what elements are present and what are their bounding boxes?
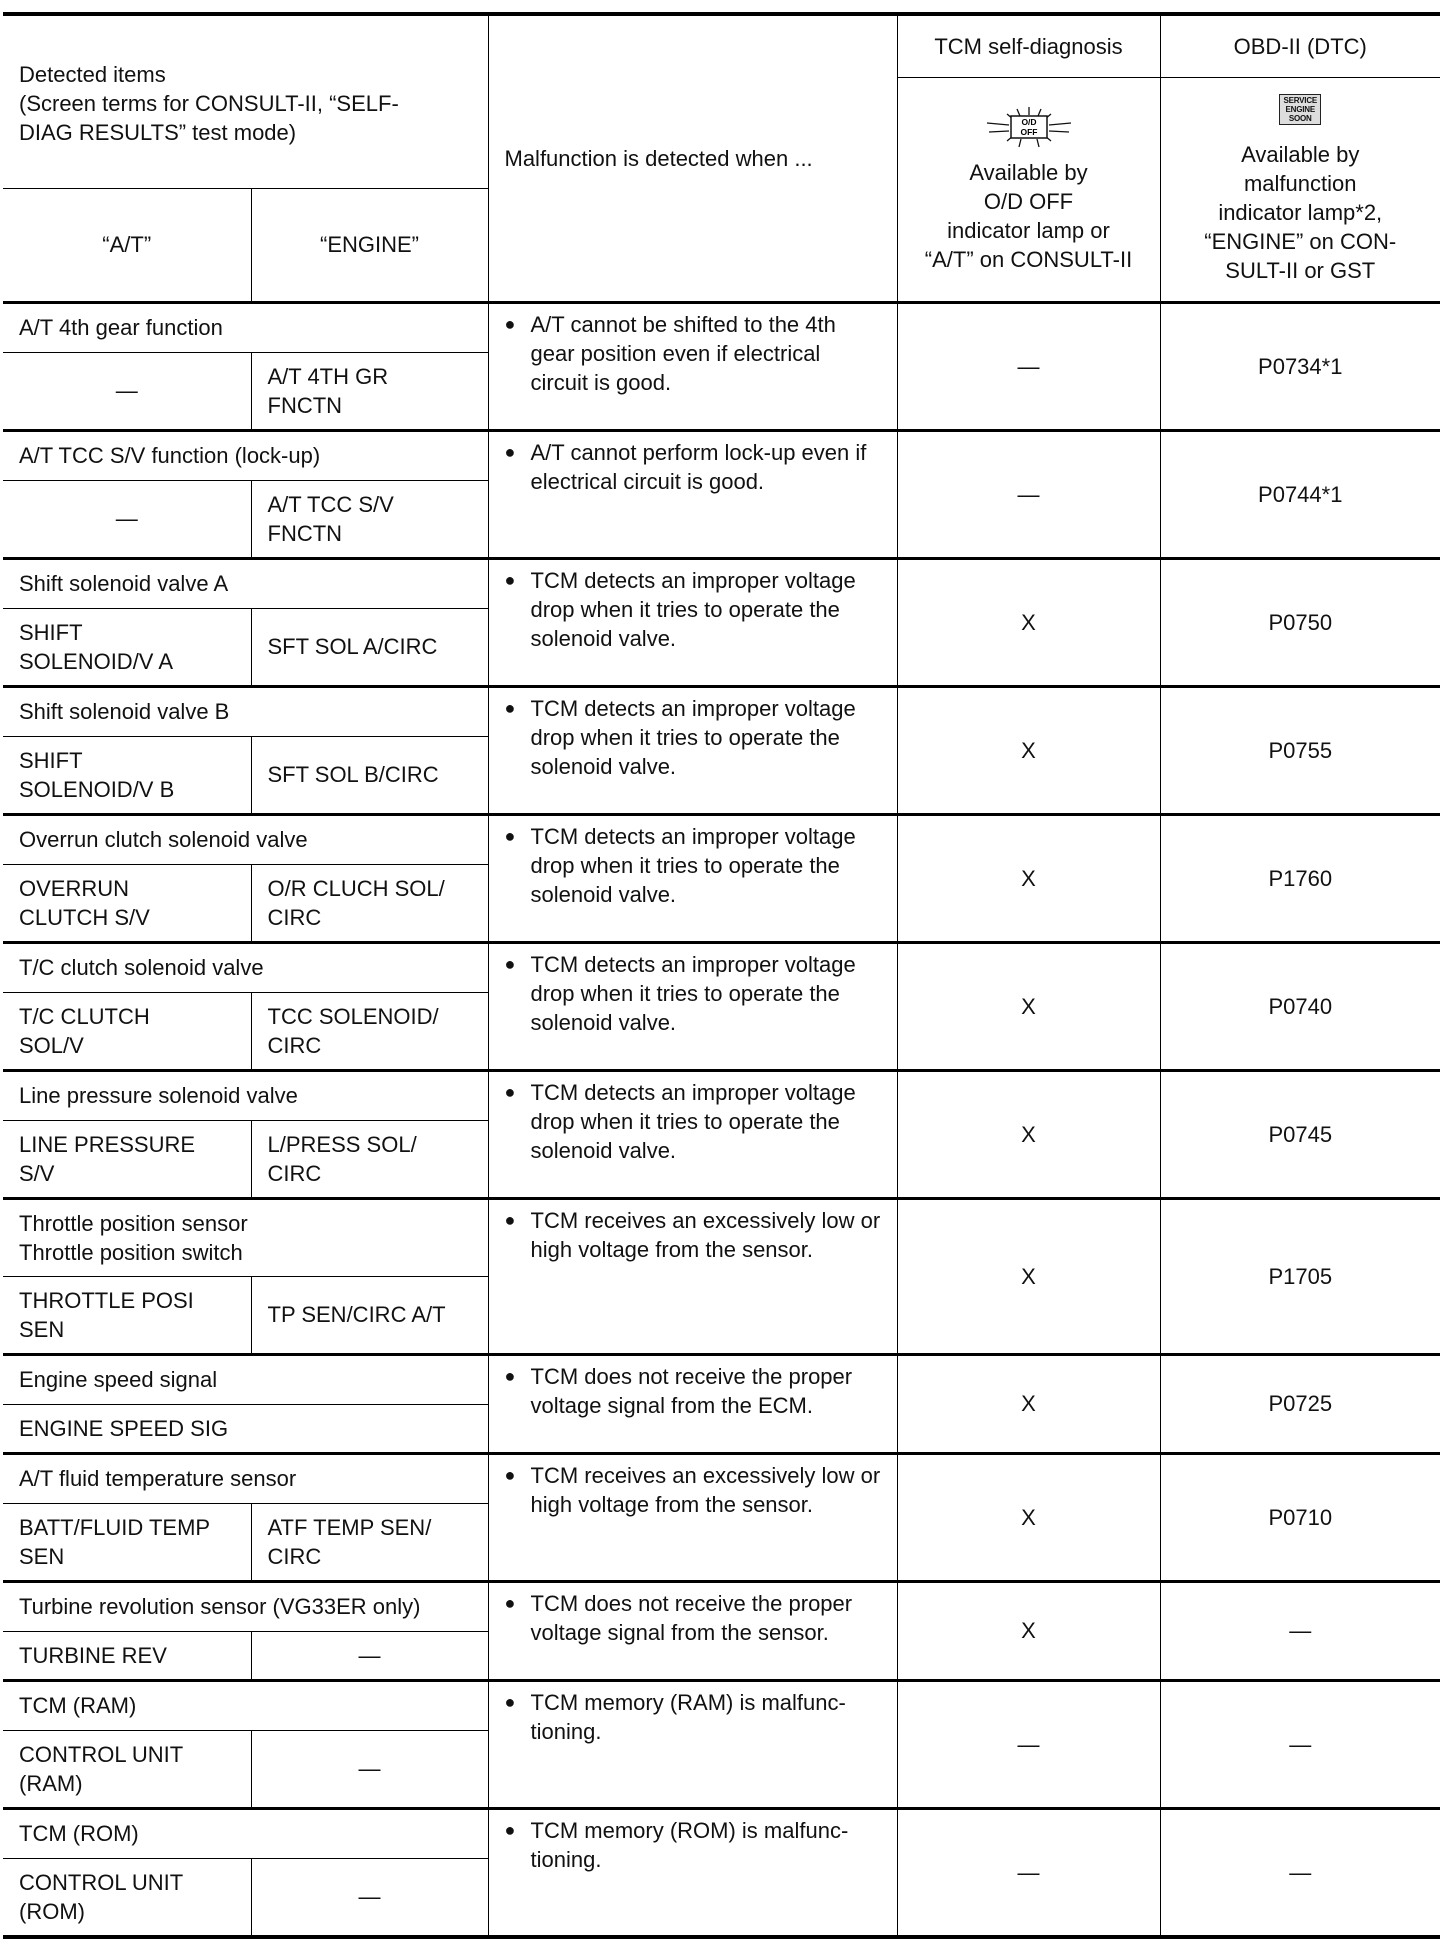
self-diagnosis-table: [3, 12, 1440, 1939]
engine-screen-term: SFT SOL B/CIRC: [251, 736, 488, 814]
diagnosis-group: [3, 1070, 1440, 1198]
malfunction-bullet: [505, 566, 881, 653]
malfunction-text: TCM memory (RAM) is malfunc- tioning.: [530, 1689, 846, 1744]
obd-dtc-code: P0750: [1160, 558, 1440, 686]
malfunction-bullet: [505, 1688, 881, 1746]
detected-item-name: Turbine revolution sensor (VG33ER only): [3, 1581, 488, 1631]
engine-screen-term: TP SEN/CIRC A/T: [251, 1276, 488, 1354]
malfunction-condition: [488, 1581, 897, 1680]
malfunction-condition: [488, 686, 897, 814]
at-screen-term: T/C CLUTCH SOL/V: [3, 992, 251, 1070]
diagnosis-group: [3, 1453, 1440, 1581]
malfunction-text: TCM does not receive the proper voltage signal from the ECM.: [530, 1363, 853, 1418]
bullet-icon: ●: [504, 1691, 516, 1712]
at-screen-term: CONTROL UNIT (RAM): [3, 1730, 251, 1808]
engine-screen-term: SFT SOL A/CIRC: [251, 608, 488, 686]
malfunction-header: Malfunction is detected when ...: [488, 14, 897, 302]
obd-availability-text: Available by malfunction indicator lamp*2, “ENGINE” on CON- SULT-II or GST: [1204, 141, 1397, 283]
diagnosis-group: [3, 1808, 1440, 1937]
malfunction-bullet: [505, 1461, 881, 1519]
malfunction-condition: [488, 558, 897, 686]
table-row: [3, 430, 1440, 480]
bullet-icon: ●: [504, 569, 516, 590]
table-row: [3, 1354, 1440, 1404]
malfunction-condition: [488, 1354, 897, 1453]
malfunction-text: TCM does not receive the proper voltage signal from the sensor.: [530, 1590, 853, 1645]
table-row: [3, 558, 1440, 608]
malfunction-bullet: [505, 694, 881, 781]
diagnosis-group: [3, 1354, 1440, 1453]
malfunction-bullet: [505, 1589, 881, 1647]
tcm-self-diagnosis-value: —: [897, 1808, 1160, 1937]
diagnosis-group: [3, 1680, 1440, 1808]
tcm-availability-cell: [897, 77, 1160, 302]
obd-dtc-code: P0734*1: [1160, 302, 1440, 430]
bullet-icon: ●: [504, 441, 516, 462]
obd-dtc-code: P0755: [1160, 686, 1440, 814]
malfunction-condition: [488, 814, 897, 942]
tcm-self-diagnosis-value: —: [897, 1680, 1160, 1808]
engine-screen-term: —: [251, 1858, 488, 1937]
malfunction-bullet: [505, 1362, 881, 1420]
tcm-self-diagnosis-value: X: [897, 558, 1160, 686]
engine-screen-term: —: [251, 1730, 488, 1808]
bullet-icon: ●: [504, 1592, 516, 1613]
at-screen-term: SHIFT SOLENOID/V B: [3, 736, 251, 814]
at-screen-term: —: [3, 352, 251, 430]
malfunction-condition: [488, 430, 897, 558]
engine-column-header: “ENGINE”: [251, 188, 488, 302]
diagnosis-group: [3, 558, 1440, 686]
obd-dtc-header: OBD-II (DTC): [1160, 14, 1440, 77]
obd-dtc-code: P0725: [1160, 1354, 1440, 1453]
malfunction-condition: [488, 1070, 897, 1198]
malfunction-bullet: [505, 822, 881, 909]
malfunction-condition: [488, 1680, 897, 1808]
obd-dtc-code: —: [1160, 1680, 1440, 1808]
detected-item-name: TCM (ROM): [3, 1808, 488, 1858]
tcm-self-diagnosis-value: —: [897, 430, 1160, 558]
table-row: [3, 1453, 1440, 1503]
at-screen-term: CONTROL UNIT (ROM): [3, 1858, 251, 1937]
od-off-lamp-icon: [979, 105, 1079, 156]
bullet-icon: ●: [504, 697, 516, 718]
bullet-icon: ●: [504, 825, 516, 846]
tcm-self-diagnosis-value: X: [897, 686, 1160, 814]
diagnosis-group: [3, 302, 1440, 430]
at-screen-term: BATT/FLUID TEMP SEN: [3, 1503, 251, 1581]
tcm-self-diagnosis-value: X: [897, 814, 1160, 942]
tcm-self-diagnosis-value: X: [897, 1354, 1160, 1453]
tcm-self-diagnosis-value: X: [897, 942, 1160, 1070]
engine-screen-term: TCC SOLENOID/ CIRC: [251, 992, 488, 1070]
malfunction-bullet: [505, 1078, 881, 1165]
malfunction-text: TCM detects an improper voltage drop when it tries to operate the solenoid valve.: [530, 695, 856, 779]
diagnosis-group: [3, 814, 1440, 942]
obd-dtc-code: —: [1160, 1808, 1440, 1937]
malfunction-text: TCM detects an improper voltage drop when it tries to operate the solenoid valve.: [530, 1079, 856, 1163]
engine-screen-term: A/T 4TH GR FNCTN: [251, 352, 488, 430]
obd-dtc-code: P0710: [1160, 1453, 1440, 1581]
at-screen-term: TURBINE REV: [3, 1631, 251, 1680]
table-row: [3, 1198, 1440, 1276]
obd-dtc-code: P0744*1: [1160, 430, 1440, 558]
detected-item-name: A/T fluid temperature sensor: [3, 1453, 488, 1503]
detected-item-name: TCM (RAM): [3, 1680, 488, 1730]
malfunction-text: TCM receives an excessively low or high voltage from the sensor.: [530, 1207, 881, 1262]
malfunction-condition: [488, 1198, 897, 1354]
malfunction-condition: [488, 1453, 897, 1581]
obd-availability-cell: [1160, 77, 1440, 302]
detected-item-name: Shift solenoid valve A: [3, 558, 488, 608]
malfunction-bullet: [505, 310, 881, 397]
malfunction-text: A/T cannot perform lock-up even if electrical circuit is good.: [530, 439, 867, 494]
detected-item-name: Engine speed signal: [3, 1354, 488, 1404]
malfunction-text: A/T cannot be shifted to the 4th gear position even if electrical circuit is good.: [530, 311, 836, 395]
bullet-icon: ●: [504, 953, 516, 974]
table-row: [3, 1581, 1440, 1631]
malfunction-bullet: [505, 1816, 881, 1874]
detected-item-name: Overrun clutch solenoid valve: [3, 814, 488, 864]
at-screen-term: THROTTLE POSI SEN: [3, 1276, 251, 1354]
obd-dtc-code: —: [1160, 1581, 1440, 1680]
at-screen-term: SHIFT SOLENOID/V A: [3, 608, 251, 686]
table-row: [3, 1070, 1440, 1120]
at-screen-term: LINE PRESSURE S/V: [3, 1120, 251, 1198]
detected-item-name: Shift solenoid valve B: [3, 686, 488, 736]
tcm-availability-text: Available by O/D OFF indicator lamp or “A/T” on CONSULT-II: [924, 159, 1133, 272]
malfunction-text: TCM detects an improper voltage drop when it tries to operate the solenoid valve.: [530, 567, 856, 651]
bullet-icon: ●: [504, 313, 516, 334]
bullet-icon: ●: [504, 1209, 516, 1230]
service-engine-soon-icon: SERVICE ENGINE SOON: [1279, 94, 1321, 125]
table-row: [3, 814, 1440, 864]
obd-dtc-code: P0740: [1160, 942, 1440, 1070]
detected-item-name: A/T TCC S/V function (lock-up): [3, 430, 488, 480]
table-row: [3, 1808, 1440, 1858]
od-off-lamp-line2: OFF: [1020, 126, 1037, 137]
malfunction-bullet: [505, 438, 881, 496]
malfunction-condition: [488, 1808, 897, 1937]
engine-screen-term: ATF TEMP SEN/ CIRC: [251, 1503, 488, 1581]
diagnosis-group: [3, 1198, 1440, 1354]
engine-screen-term: O/R CLUCH SOL/ CIRC: [251, 864, 488, 942]
detected-item-name: Throttle position sensor Throttle position switch: [3, 1198, 488, 1276]
malfunction-text: TCM receives an excessively low or high voltage from the sensor.: [530, 1462, 881, 1517]
tcm-self-diagnosis-value: X: [897, 1453, 1160, 1581]
tcm-self-diagnosis-value: X: [897, 1581, 1160, 1680]
table-row: [3, 1680, 1440, 1730]
engine-screen-term: A/T TCC S/V FNCTN: [251, 480, 488, 558]
at-screen-term: OVERRUN CLUTCH S/V: [3, 864, 251, 942]
malfunction-text: TCM memory (ROM) is malfunc- tioning.: [530, 1817, 849, 1872]
od-off-lamp-line1: O/D: [1020, 116, 1037, 127]
engine-screen-term: L/PRESS SOL/ CIRC: [251, 1120, 488, 1198]
bullet-icon: ●: [504, 1365, 516, 1386]
obd-dtc-code: P0745: [1160, 1070, 1440, 1198]
malfunction-text: TCM detects an improper voltage drop when it tries to operate the solenoid valve.: [530, 951, 856, 1035]
detected-item-name: T/C clutch solenoid valve: [3, 942, 488, 992]
malfunction-condition: [488, 302, 897, 430]
at-column-header: “A/T”: [3, 188, 251, 302]
diagnosis-group: [3, 430, 1440, 558]
diagnosis-table-container: [0, 12, 1440, 1939]
detected-item-name: A/T 4th gear function: [3, 302, 488, 352]
obd-dtc-code: P1760: [1160, 814, 1440, 942]
at-screen-term: —: [3, 480, 251, 558]
detected-items-header: Detected items (Screen terms for CONSULT-II, “SELF- DIAG RESULTS” test mode): [3, 14, 488, 188]
malfunction-condition: [488, 942, 897, 1070]
obd-dtc-code: P1705: [1160, 1198, 1440, 1354]
tcm-self-diagnosis-value: X: [897, 1070, 1160, 1198]
diagnosis-group: [3, 1581, 1440, 1680]
table-row: [3, 302, 1440, 352]
malfunction-bullet: [505, 950, 881, 1037]
consult-screen-term: ENGINE SPEED SIG: [3, 1404, 488, 1453]
bullet-icon: ●: [504, 1464, 516, 1485]
detected-item-name: Line pressure solenoid valve: [3, 1070, 488, 1120]
tcm-self-diagnosis-header: TCM self-diagnosis: [897, 14, 1160, 77]
tcm-self-diagnosis-value: X: [897, 1198, 1160, 1354]
engine-screen-term: —: [251, 1631, 488, 1680]
bullet-icon: ●: [504, 1081, 516, 1102]
malfunction-text: TCM detects an improper voltage drop when it tries to operate the solenoid valve.: [530, 823, 856, 907]
diagnosis-group: [3, 686, 1440, 814]
table-row: [3, 686, 1440, 736]
table-row: [3, 942, 1440, 992]
bullet-icon: ●: [504, 1819, 516, 1840]
diagnosis-group: [3, 942, 1440, 1070]
malfunction-bullet: [505, 1206, 881, 1264]
tcm-self-diagnosis-value: —: [897, 302, 1160, 430]
